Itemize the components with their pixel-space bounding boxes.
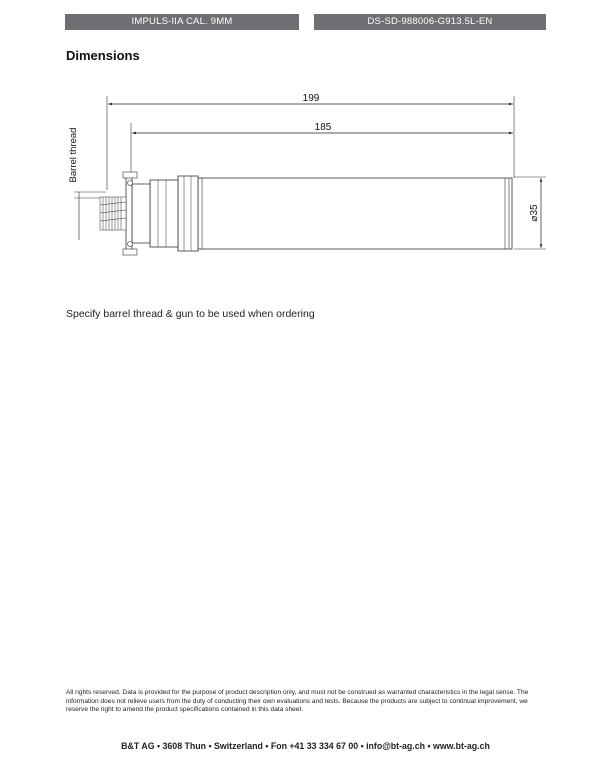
- dimension-drawing: [0, 0, 611, 300]
- ordering-note: Specify barrel thread & gun to be used when ordering: [66, 308, 315, 320]
- dimension-body-label: 185: [314, 122, 332, 133]
- company-footer: B&T AG • 3608 Thun • Switzerland • Fon +41 33 334 67 00 • info@bt-ag.ch • www.bt-ag.ch: [121, 741, 490, 751]
- dimension-diameter-label: ⌀35: [529, 204, 540, 222]
- header-document-id: DS-SD-988006-G913.5L-EN: [314, 14, 546, 30]
- header-product-name: IMPULS-IIA CAL. 9MM: [65, 14, 299, 30]
- legal-disclaimer: All rights reserved. Data is provided for the purpose of product description only, and must not be construed as warranted characteristics in the legal sense. The information does not relieve users from the duty of conducting their own evaluations and tests. Because the products are subject to continual improvement, we reserve the right to amend the product specifications contained in this data sheet.: [66, 689, 529, 714]
- section-title: Dimensions: [66, 48, 140, 63]
- dimension-overall-label: 199: [302, 93, 320, 104]
- suppressor-drawing: [100, 172, 512, 255]
- barrel-thread-label: Barrel thread: [68, 127, 79, 183]
